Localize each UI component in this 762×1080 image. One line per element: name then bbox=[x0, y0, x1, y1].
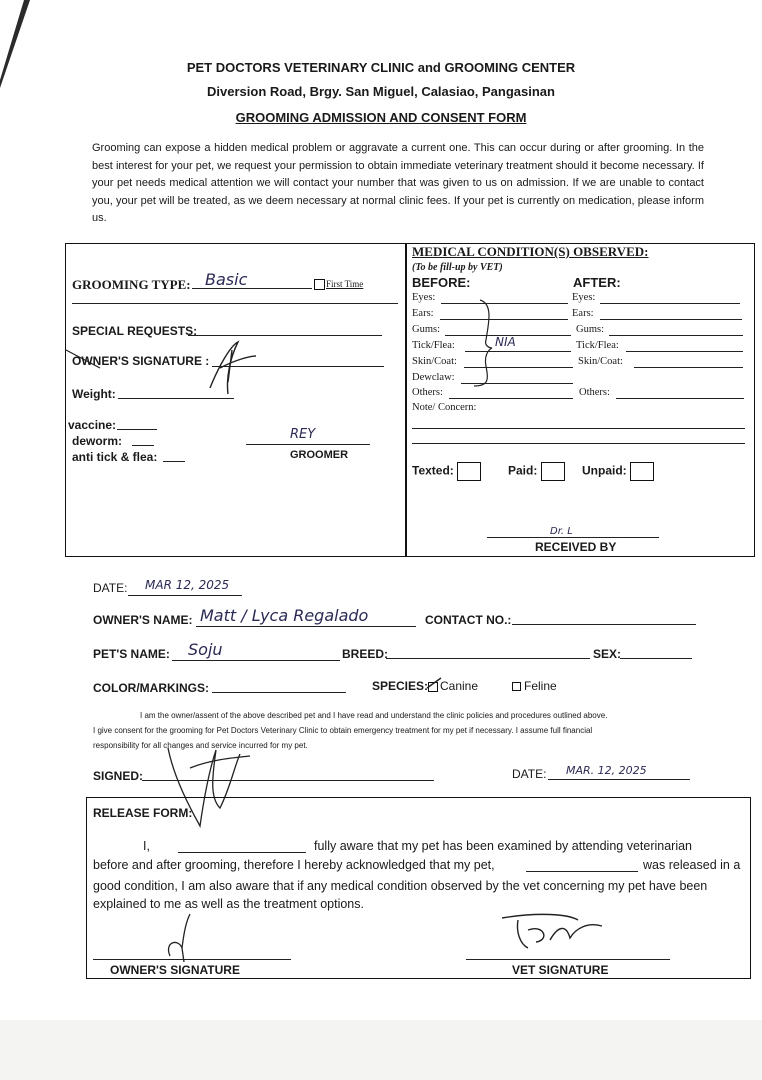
breed-field[interactable] bbox=[386, 658, 590, 659]
release-i: I, bbox=[143, 839, 150, 853]
consent-line-2: I give consent for the grooming for Pet Doctors Veterinary Clinic to obtain emergency treatment for my pet if necessary. I assume full financial bbox=[93, 726, 593, 735]
after-ears: Ears: bbox=[572, 308, 594, 319]
first-time-checkbox[interactable] bbox=[314, 279, 325, 290]
date-label: DATE: bbox=[93, 581, 128, 595]
before-gums: Gums: bbox=[412, 324, 441, 335]
breed-label: BREED: bbox=[342, 647, 389, 661]
note-line-2[interactable] bbox=[412, 443, 745, 444]
form-title: GROOMING ADMISSION AND CONSENT FORM bbox=[235, 110, 527, 125]
pet-name-value[interactable]: Soju bbox=[188, 640, 223, 659]
after-gums: Gums: bbox=[576, 324, 605, 335]
species-label: SPECIES: bbox=[372, 679, 429, 693]
received-by-label: RECEIVED BY bbox=[535, 540, 617, 554]
medical-subtitle: (To be fill-up by VET) bbox=[412, 262, 503, 273]
intro-paragraph: Grooming can expose a hidden medical problem or aggravate a current one. This can occur during or after grooming. In the best interest for your pet, we request your permission to obtain immediate veterinary treatment should it become necessary. If your pet needs medical attention we will contact your number that was given to us on admission. If we are unable to contact you, your pet will be treated, as we deem necessary at normal clinic fees. If your pet is currently on medication, please inform us. bbox=[92, 142, 704, 224]
after-eyes: Eyes: bbox=[572, 292, 596, 303]
before-dewclaw: Dewclaw: bbox=[412, 372, 455, 383]
feline-checkbox[interactable] bbox=[512, 682, 521, 691]
before-tick-flea: Tick/Flea: bbox=[412, 340, 455, 351]
release-name-field[interactable] bbox=[178, 852, 306, 853]
vaccine-label: vaccine: bbox=[68, 418, 117, 432]
date-value[interactable]: MAR 12, 2025 bbox=[145, 578, 230, 592]
canine-label: Canine bbox=[440, 679, 479, 693]
sex-field[interactable] bbox=[620, 658, 692, 659]
clinic-name: PET DOCTORS VETERINARY CLINIC and GROOMING CENTER bbox=[186, 60, 576, 75]
release-text-e: good condition, I am also aware that if any medical condition observed by the vet concerning my pet have been explained to me as well as the treatment options. bbox=[93, 879, 708, 911]
consent-date-value[interactable]: MAR. 12, 2025 bbox=[566, 764, 647, 777]
before-heading: BEFORE: bbox=[412, 275, 471, 290]
contact-field[interactable] bbox=[512, 624, 696, 625]
weight-label: Weight: bbox=[72, 387, 116, 401]
release-text-d: was released in a bbox=[643, 858, 741, 872]
consent-line-3: responsibility for all changes and service incurred for my pet. bbox=[93, 741, 308, 750]
color-label: COLOR/MARKINGS: bbox=[93, 681, 209, 695]
unpaid-checkbox[interactable] bbox=[630, 462, 654, 481]
sex-label: SEX: bbox=[593, 647, 622, 661]
deworm-label: deworm: bbox=[72, 434, 123, 448]
owner-signature-label: OWNER'S SIGNATURE : bbox=[72, 354, 210, 368]
vaccine-field[interactable] bbox=[117, 429, 157, 430]
color-field[interactable] bbox=[212, 692, 346, 693]
groomer-label: GROOMER bbox=[290, 449, 349, 461]
before-others: Others: bbox=[412, 387, 443, 398]
consent-line-1: I am the owner/assent of the above described pet and I have read and understand the clinic policies and procedures outlined above. bbox=[140, 711, 608, 720]
special-requests-label: SPECIAL REQUESTS: bbox=[72, 324, 198, 338]
after-heading: AFTER: bbox=[573, 275, 621, 290]
paid-label: Paid: bbox=[508, 462, 565, 481]
consent-date-label: DATE: bbox=[512, 767, 547, 781]
after-others: Others: bbox=[579, 387, 610, 398]
grooming-type-value[interactable]: Basic bbox=[205, 270, 248, 289]
vet-sig-label: VET SIGNATURE bbox=[512, 963, 609, 977]
release-title: RELEASE FORM: bbox=[93, 806, 193, 820]
signed-label: SIGNED: bbox=[93, 769, 144, 783]
note-line-1[interactable] bbox=[412, 428, 745, 429]
release-pet-field[interactable] bbox=[526, 871, 638, 872]
received-by-name: Dr. L bbox=[550, 526, 573, 537]
contact-label: CONTACT NO.: bbox=[425, 613, 512, 627]
after-skin-coat: Skin/Coat: bbox=[578, 356, 623, 367]
paid-checkbox[interactable] bbox=[541, 462, 565, 481]
release-owner-signature-scribble bbox=[160, 912, 200, 966]
pet-name-label: PET'S NAME: bbox=[93, 647, 170, 661]
release-text-b: fully aware that my pet has been examined by attending veterinarian bbox=[314, 839, 693, 853]
deworm-field[interactable] bbox=[132, 445, 154, 446]
owner-name-label: OWNER'S NAME: bbox=[93, 613, 193, 627]
owner-name-value[interactable]: Matt / Lyca Regalado bbox=[200, 606, 369, 625]
before-eyes: Eyes: bbox=[412, 292, 436, 303]
vet-sig-field[interactable] bbox=[466, 959, 670, 960]
vet-signature-scribble bbox=[498, 910, 608, 954]
groomer-name: REY bbox=[290, 427, 316, 442]
after-tick-flea: Tick/Flea: bbox=[576, 340, 619, 351]
release-text-c: before and after grooming, therefore I hereby acknowledged that my pet, bbox=[93, 858, 495, 872]
grooming-type-label: GROOMING TYPE: bbox=[72, 277, 191, 292]
bracket-note: NIA bbox=[495, 335, 516, 349]
weight-field[interactable] bbox=[118, 398, 234, 399]
release-owner-sig-field[interactable] bbox=[93, 959, 291, 960]
anti-tick-label: anti tick & flea: bbox=[72, 450, 158, 464]
unpaid-label: Unpaid: bbox=[582, 462, 654, 481]
texted-label: Texted: bbox=[412, 462, 481, 481]
feline-label: Feline bbox=[524, 679, 557, 693]
texted-checkbox[interactable] bbox=[457, 462, 481, 481]
clinic-address: Diversion Road, Brgy. San Miguel, Calasiao, Pangasinan bbox=[207, 84, 555, 99]
medical-title: MEDICAL CONDITION(S) OBSERVED: bbox=[412, 244, 649, 259]
release-owner-sig-label: OWNER'S SIGNATURE bbox=[110, 963, 240, 977]
first-time-label: First Time bbox=[326, 279, 364, 289]
anti-tick-field[interactable] bbox=[163, 461, 185, 462]
before-ears: Ears: bbox=[412, 308, 434, 319]
special-requests-field[interactable] bbox=[188, 335, 382, 336]
before-skin-coat: Skin/Coat: bbox=[412, 356, 457, 367]
medical-box bbox=[405, 243, 755, 557]
note-concern-label: Note/ Concern: bbox=[412, 402, 477, 413]
